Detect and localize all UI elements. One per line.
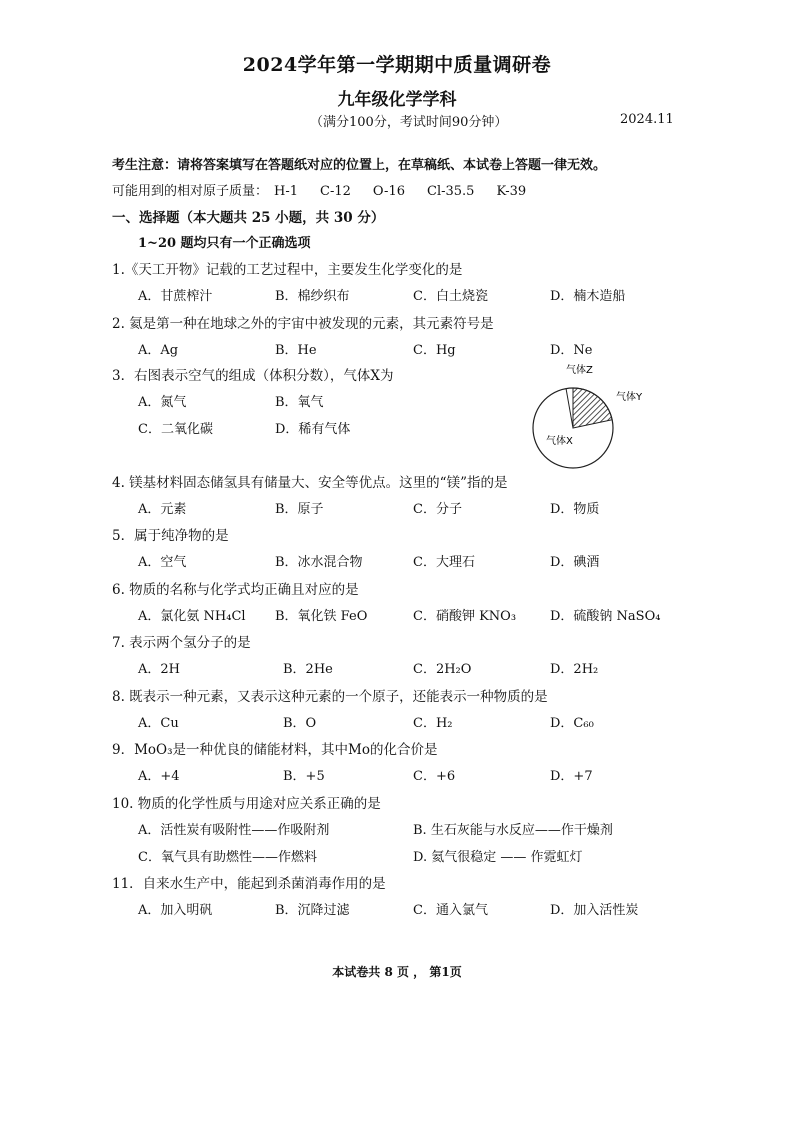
option: A．Ag [138, 343, 179, 358]
exam-title: 2024学年第一学期期中质量调研卷 [242, 54, 552, 76]
option: A．甘蔗榨汁 [138, 289, 213, 304]
option: D．加入活性炭 [550, 903, 639, 918]
question-stem: 10. 物质的化学性质与用途对应关系正确的是 [112, 796, 381, 812]
section-title: 一、选择题（本大题共 25 小题，共 30 分） [112, 210, 385, 226]
option: B．He [275, 343, 317, 358]
mass-item: Cl-35.5 [427, 184, 475, 199]
mass-item: H-1 [274, 184, 299, 199]
question-stem: 4. 镁基材料固态储氢具有储量大、安全等优点。这里的“镁”指的是 [112, 475, 508, 491]
option: A．氯化氨 NH₄Cl [138, 609, 246, 624]
option: C．+6 [413, 769, 456, 784]
option: D．物质 [550, 502, 600, 517]
atomic-masses [112, 180, 548, 199]
pie-label-z: 气体Z [566, 365, 593, 376]
question-stem: 9．MoO₃是一种优良的储能材料，其中Mo的化合价是 [112, 742, 438, 758]
option: C．二氧化碳 [138, 422, 213, 437]
page-footer: 本试卷共 8 页 ， 第1页 [332, 965, 462, 979]
option: B. 生石灰能与水反应——作干燥剂 [413, 823, 613, 838]
question-stem: 11．自来水生产中，能起到杀菌消毒作用的是 [112, 876, 386, 892]
option: B．+5 [283, 769, 325, 784]
question-stem: 3．右图表示空气的组成（体积分数），气体X为 [112, 368, 394, 384]
option: B．2He [283, 662, 333, 677]
option: A．活性炭有吸附性——作吸附剂 [138, 823, 330, 838]
option: A．元素 [138, 502, 187, 517]
option: D. 氦气很稳定 —— 作霓虹灯 [413, 850, 583, 865]
mass-item: K-39 [496, 184, 527, 199]
option: D．硫酸钠 NaSO₄ [550, 609, 661, 624]
option: C．Hg [413, 343, 456, 358]
air-composition-pie [528, 358, 678, 473]
question-stem: 5．属于纯净物的是 [112, 528, 229, 544]
mass-item: C-12 [320, 184, 351, 199]
option: B．沉降过滤 [275, 903, 350, 918]
option: D．稀有气体 [275, 422, 351, 437]
option: B．氧气 [275, 395, 324, 410]
option: D．碘酒 [550, 555, 600, 570]
option: C．通入氯气 [413, 903, 488, 918]
question-stem: 7. 表示两个氢分子的是 [112, 635, 251, 651]
option: D．+7 [550, 769, 593, 784]
option: C．白土烧瓷 [413, 289, 488, 304]
section-subtitle: 1~20 题均只有一个正确选项 [138, 236, 311, 251]
score-time: （满分100分，考试时间90分钟） [310, 115, 508, 130]
option: A．加入明矾 [138, 903, 213, 918]
question-stem: 1.《天工开物》记载的工艺过程中，主要发生化学变化的是 [112, 262, 463, 278]
option: C．氧气具有助燃性——作燃料 [138, 850, 317, 865]
option: C．H₂ [413, 716, 453, 731]
option: D．2H₂ [550, 662, 599, 677]
option: B．原子 [275, 502, 324, 517]
pie-label-y: 气体Y [616, 392, 643, 403]
option: C．硝酸钾 KNO₃ [413, 609, 517, 624]
exam-date: 2024.11 [620, 112, 674, 127]
atomic-masses-label: 可能用到的相对原子质量： [112, 184, 269, 199]
option: A．空气 [138, 555, 187, 570]
exam-subject: 九年级化学学科 [337, 90, 457, 110]
option: B．氧化铁 FeO [275, 609, 368, 624]
option: C．2H₂O [413, 662, 472, 677]
option: B．O [283, 716, 317, 731]
candidate-notice: 考生注意：请将答案填写在答题纸对应的位置上，在草稿纸、本试卷上答题一律无效。 [112, 158, 607, 173]
mass-item: O-16 [372, 184, 405, 199]
option: B．冰水混合物 [275, 555, 363, 570]
option: D．楠木造船 [550, 289, 626, 304]
option: C．分子 [413, 502, 462, 517]
option: A．2H [138, 662, 180, 677]
option: A．Cu [138, 716, 179, 731]
question-stem: 6. 物质的名称与化学式均正确且对应的是 [112, 582, 359, 598]
option: B．棉纱织布 [275, 289, 350, 304]
question-stem: 8. 既表示一种元素，又表示这种元素的一个原子，还能表示一种物质的是 [112, 689, 548, 705]
option: D．Ne [550, 343, 593, 358]
option: A．氮气 [138, 395, 187, 410]
option: A．+4 [138, 769, 180, 784]
question-stem: 2. 氦是第一种在地球之外的宇宙中被发现的元素，其元素符号是 [112, 316, 494, 332]
option: D．C₆₀ [550, 716, 594, 731]
option: C．大理石 [413, 555, 475, 570]
pie-label-x: 气体X [546, 436, 573, 447]
